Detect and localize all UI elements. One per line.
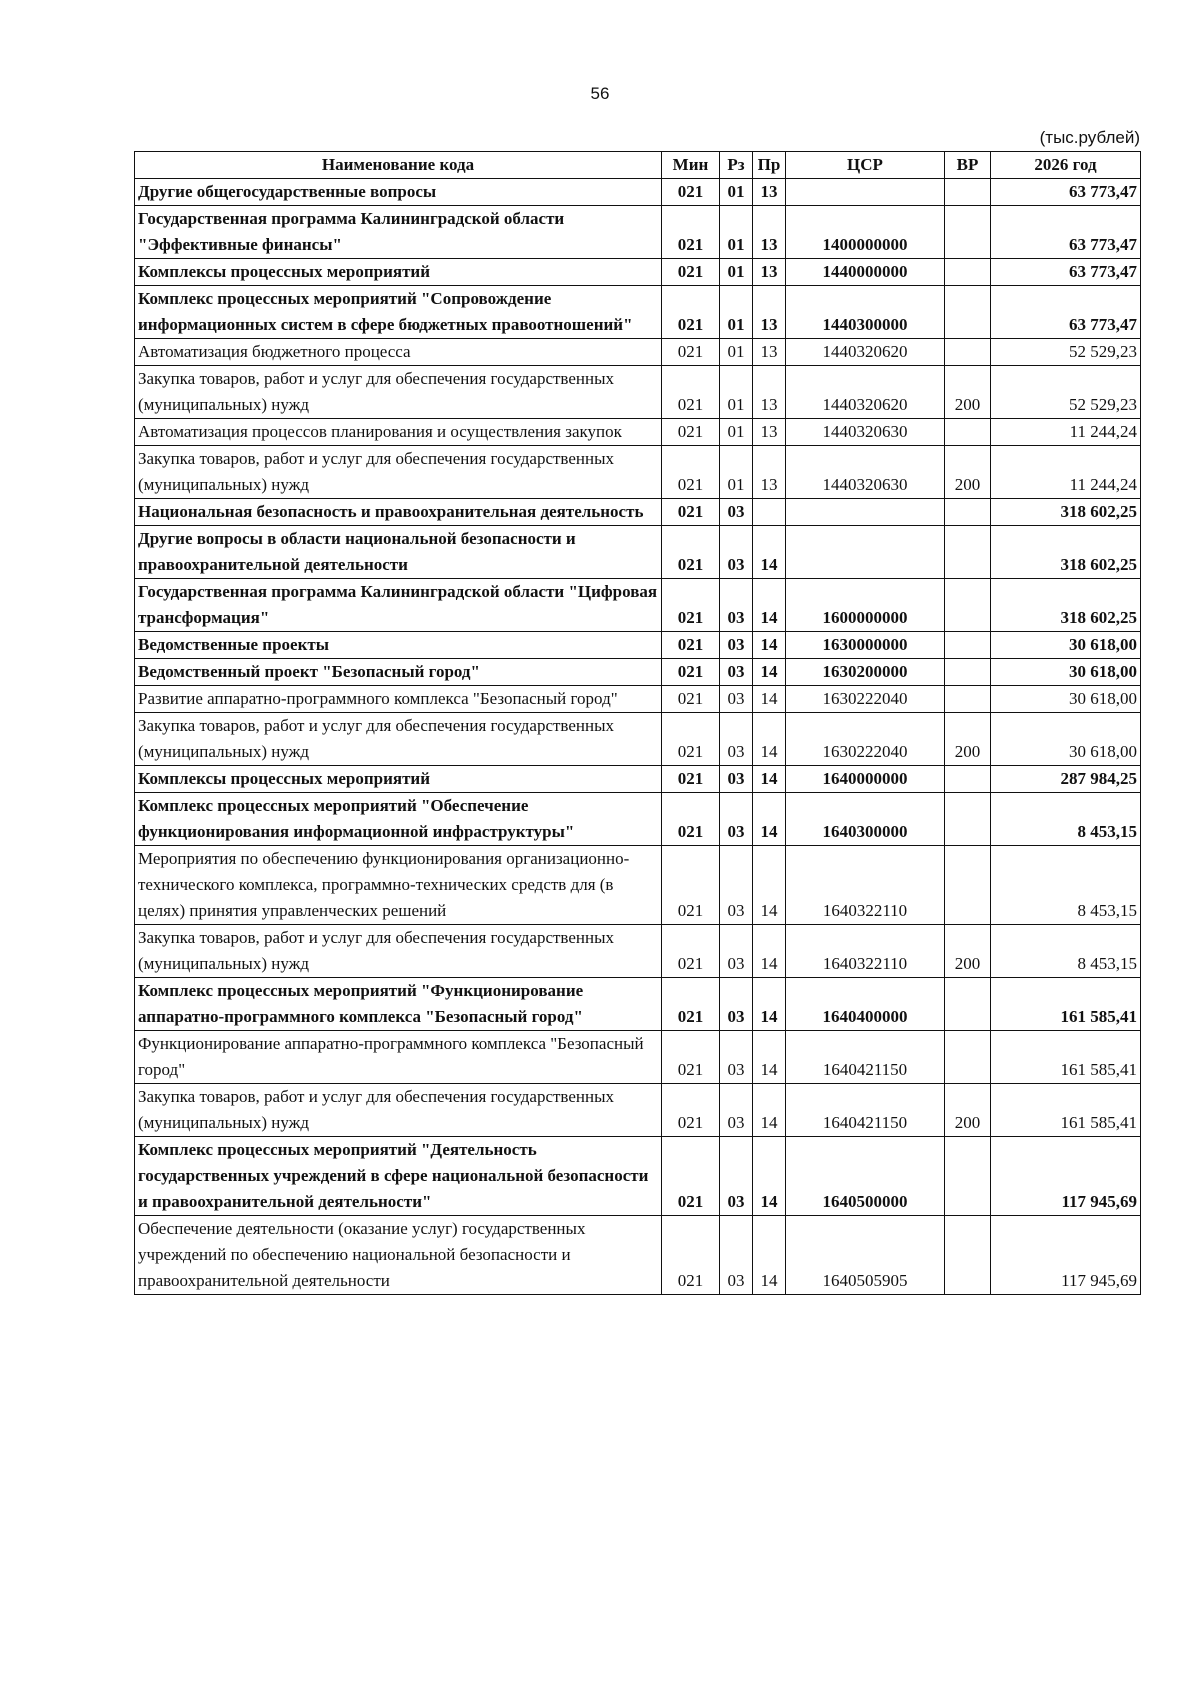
cell-name: Национальная безопасность и правоохранительная деятельность <box>135 499 662 526</box>
cell-name: Комплексы процессных мероприятий <box>135 766 662 793</box>
cell-amount: 8 453,15 <box>991 793 1141 846</box>
cell-min: 021 <box>662 846 720 925</box>
cell-vr <box>945 632 991 659</box>
page-number: 56 <box>590 84 610 103</box>
cell-pr <box>753 499 786 526</box>
cell-pr: 14 <box>753 526 786 579</box>
cell-vr <box>945 579 991 632</box>
cell-min: 021 <box>662 793 720 846</box>
cell-pr: 13 <box>753 179 786 206</box>
cell-vr <box>945 1216 991 1295</box>
cell-amount: 11 244,24 <box>991 446 1141 499</box>
cell-csr: 1630000000 <box>786 632 945 659</box>
table-row <box>135 1084 1141 1137</box>
cell-rz: 03 <box>720 846 753 925</box>
cell-vr <box>945 419 991 446</box>
cell-csr: 1640400000 <box>786 978 945 1031</box>
cell-rz: 03 <box>720 713 753 766</box>
header-vr: ВР <box>945 152 991 179</box>
table-row <box>135 286 1141 339</box>
cell-amount: 318 602,25 <box>991 526 1141 579</box>
cell-name: Государственная программа Калининградской области "Цифровая трансформация" <box>135 579 662 632</box>
cell-amount: 52 529,23 <box>991 339 1141 366</box>
cell-rz: 03 <box>720 1216 753 1295</box>
cell-name: Автоматизация бюджетного процесса <box>135 339 662 366</box>
cell-pr: 14 <box>753 1031 786 1084</box>
cell-vr <box>945 659 991 686</box>
cell-min: 021 <box>662 766 720 793</box>
table-header-row <box>135 152 1141 179</box>
cell-pr: 14 <box>753 686 786 713</box>
cell-pr: 13 <box>753 206 786 259</box>
table-row <box>135 978 1141 1031</box>
cell-name: Закупка товаров, работ и услуг для обеспечения государственных (муниципальных) нужд <box>135 713 662 766</box>
cell-name: Ведомственные проекты <box>135 632 662 659</box>
cell-pr: 14 <box>753 846 786 925</box>
cell-rz: 01 <box>720 206 753 259</box>
cell-amount: 161 585,41 <box>991 978 1141 1031</box>
cell-csr: 1440300000 <box>786 286 945 339</box>
cell-csr: 1630222040 <box>786 686 945 713</box>
cell-csr: 1440000000 <box>786 259 945 286</box>
table-row <box>135 206 1141 259</box>
cell-vr <box>945 179 991 206</box>
cell-vr <box>945 793 991 846</box>
cell-min: 021 <box>662 526 720 579</box>
table-row <box>135 1137 1141 1216</box>
table-row <box>135 526 1141 579</box>
cell-rz: 01 <box>720 286 753 339</box>
cell-rz: 03 <box>720 579 753 632</box>
table-row <box>135 179 1141 206</box>
cell-name: Функционирование аппаратно-программного комплекса "Безопасный город" <box>135 1031 662 1084</box>
cell-name: Другие общегосударственные вопросы <box>135 179 662 206</box>
cell-pr: 14 <box>753 1137 786 1216</box>
cell-pr: 14 <box>753 1084 786 1137</box>
cell-csr: 1640322110 <box>786 925 945 978</box>
cell-vr <box>945 259 991 286</box>
cell-amount: 30 618,00 <box>991 659 1141 686</box>
cell-amount: 52 529,23 <box>991 366 1141 419</box>
cell-pr: 13 <box>753 259 786 286</box>
cell-rz: 03 <box>720 659 753 686</box>
cell-min: 021 <box>662 925 720 978</box>
table-row <box>135 366 1141 419</box>
cell-rz: 03 <box>720 766 753 793</box>
cell-amount: 161 585,41 <box>991 1031 1141 1084</box>
cell-vr <box>945 286 991 339</box>
cell-rz: 01 <box>720 339 753 366</box>
cell-rz: 01 <box>720 259 753 286</box>
cell-name: Развитие аппаратно-программного комплекса "Безопасный город" <box>135 686 662 713</box>
cell-min: 021 <box>662 499 720 526</box>
cell-amount: 117 945,69 <box>991 1137 1141 1216</box>
cell-name: Другие вопросы в области национальной безопасности и правоохранительной деятельности <box>135 526 662 579</box>
table-row <box>135 419 1141 446</box>
cell-name: Обеспечение деятельности (оказание услуг) государственных учреждений по обеспечению национальной безопасности и правоохранительной деятельности <box>135 1216 662 1295</box>
header-csr: ЦСР <box>786 152 945 179</box>
cell-min: 021 <box>662 713 720 766</box>
cell-min: 021 <box>662 339 720 366</box>
cell-rz: 03 <box>720 1031 753 1084</box>
cell-name: Закупка товаров, работ и услуг для обеспечения государственных (муниципальных) нужд <box>135 446 662 499</box>
cell-amount: 318 602,25 <box>991 499 1141 526</box>
cell-pr: 14 <box>753 925 786 978</box>
cell-min: 021 <box>662 978 720 1031</box>
cell-name: Закупка товаров, работ и услуг для обеспечения государственных (муниципальных) нужд <box>135 1084 662 1137</box>
cell-csr: 1440320620 <box>786 339 945 366</box>
cell-rz: 01 <box>720 446 753 499</box>
cell-pr: 13 <box>753 286 786 339</box>
cell-pr: 13 <box>753 366 786 419</box>
cell-rz: 03 <box>720 632 753 659</box>
cell-rz: 01 <box>720 179 753 206</box>
cell-pr: 14 <box>753 659 786 686</box>
cell-min: 021 <box>662 1216 720 1295</box>
table-row <box>135 259 1141 286</box>
table-row <box>135 339 1141 366</box>
cell-rz: 03 <box>720 1084 753 1137</box>
cell-rz: 03 <box>720 499 753 526</box>
cell-min: 021 <box>662 1084 720 1137</box>
cell-amount: 161 585,41 <box>991 1084 1141 1137</box>
cell-min: 021 <box>662 686 720 713</box>
cell-vr: 200 <box>945 925 991 978</box>
cell-name: Комплекс процессных мероприятий "Деятельность государственных учреждений в сфере национальной безопасности и правоохранительной деятельности" <box>135 1137 662 1216</box>
cell-pr: 14 <box>753 766 786 793</box>
cell-amount: 63 773,47 <box>991 259 1141 286</box>
cell-amount: 63 773,47 <box>991 286 1141 339</box>
cell-name: Ведомственный проект "Безопасный город" <box>135 659 662 686</box>
cell-vr: 200 <box>945 713 991 766</box>
cell-csr: 1440320630 <box>786 446 945 499</box>
cell-pr: 14 <box>753 1216 786 1295</box>
cell-vr <box>945 1031 991 1084</box>
cell-min: 021 <box>662 419 720 446</box>
cell-rz: 01 <box>720 419 753 446</box>
cell-min: 021 <box>662 179 720 206</box>
cell-rz: 03 <box>720 793 753 846</box>
cell-name: Комплекс процессных мероприятий "Обеспечение функционирования информационной инфраструктуры" <box>135 793 662 846</box>
cell-rz: 03 <box>720 1137 753 1216</box>
cell-amount: 63 773,47 <box>991 179 1141 206</box>
cell-rz: 03 <box>720 978 753 1031</box>
cell-csr: 1630200000 <box>786 659 945 686</box>
cell-amount: 30 618,00 <box>991 713 1141 766</box>
units-label: (тыс.рублей) <box>1039 128 1140 147</box>
cell-csr: 1640322110 <box>786 846 945 925</box>
cell-amount: 63 773,47 <box>991 206 1141 259</box>
cell-csr: 1440320630 <box>786 419 945 446</box>
header-rz: Рз <box>720 152 753 179</box>
table-row <box>135 766 1141 793</box>
cell-pr: 14 <box>753 713 786 766</box>
cell-csr: 1600000000 <box>786 579 945 632</box>
cell-min: 021 <box>662 1031 720 1084</box>
cell-vr <box>945 1137 991 1216</box>
table-row <box>135 632 1141 659</box>
cell-pr: 13 <box>753 419 786 446</box>
header-name: Наименование кода <box>135 152 662 179</box>
cell-vr <box>945 846 991 925</box>
header-min: Мин <box>662 152 720 179</box>
cell-csr: 1640000000 <box>786 766 945 793</box>
cell-pr: 13 <box>753 339 786 366</box>
table-row <box>135 446 1141 499</box>
cell-name: Мероприятия по обеспечению функционирования организационно-технического комплекса, программно-технических средств для (в целях) принятия управленческих решений <box>135 846 662 925</box>
cell-min: 021 <box>662 366 720 419</box>
cell-rz: 01 <box>720 366 753 419</box>
cell-csr: 1640421150 <box>786 1031 945 1084</box>
cell-vr <box>945 686 991 713</box>
cell-name: Закупка товаров, работ и услуг для обеспечения государственных (муниципальных) нужд <box>135 366 662 419</box>
cell-csr: 1630222040 <box>786 713 945 766</box>
cell-name: Комплекс процессных мероприятий "Функционирование аппаратно-программного комплекса "Безопасный город" <box>135 978 662 1031</box>
cell-min: 021 <box>662 206 720 259</box>
table-row <box>135 1216 1141 1295</box>
cell-min: 021 <box>662 659 720 686</box>
cell-vr <box>945 499 991 526</box>
cell-rz: 03 <box>720 686 753 713</box>
cell-min: 021 <box>662 1137 720 1216</box>
cell-amount: 11 244,24 <box>991 419 1141 446</box>
table-row <box>135 659 1141 686</box>
cell-name: Государственная программа Калининградской области "Эффективные финансы" <box>135 206 662 259</box>
cell-min: 021 <box>662 632 720 659</box>
cell-min: 021 <box>662 579 720 632</box>
cell-vr: 200 <box>945 1084 991 1137</box>
cell-pr: 14 <box>753 793 786 846</box>
cell-csr <box>786 526 945 579</box>
cell-min: 021 <box>662 259 720 286</box>
table-row <box>135 579 1141 632</box>
table-row <box>135 793 1141 846</box>
cell-pr: 13 <box>753 446 786 499</box>
cell-csr <box>786 179 945 206</box>
table-row <box>135 713 1141 766</box>
cell-min: 021 <box>662 446 720 499</box>
cell-name: Автоматизация процессов планирования и осуществления закупок <box>135 419 662 446</box>
cell-name: Комплекс процессных мероприятий "Сопровождение информационных систем в сфере бюджетных правоотношений" <box>135 286 662 339</box>
cell-pr: 14 <box>753 579 786 632</box>
table-row <box>135 846 1141 925</box>
cell-csr: 1640500000 <box>786 1137 945 1216</box>
table-row <box>135 686 1141 713</box>
cell-amount: 287 984,25 <box>991 766 1141 793</box>
cell-amount: 8 453,15 <box>991 925 1141 978</box>
cell-vr: 200 <box>945 446 991 499</box>
cell-csr <box>786 499 945 526</box>
cell-rz: 03 <box>720 925 753 978</box>
cell-vr: 200 <box>945 366 991 419</box>
budget-table <box>134 151 1141 1295</box>
cell-amount: 8 453,15 <box>991 846 1141 925</box>
cell-csr: 1640300000 <box>786 793 945 846</box>
cell-csr: 1640421150 <box>786 1084 945 1137</box>
cell-vr <box>945 339 991 366</box>
cell-name: Закупка товаров, работ и услуг для обеспечения государственных (муниципальных) нужд <box>135 925 662 978</box>
header-pr: Пр <box>753 152 786 179</box>
cell-min: 021 <box>662 286 720 339</box>
cell-csr: 1640505905 <box>786 1216 945 1295</box>
header-year: 2026 год <box>991 152 1141 179</box>
cell-pr: 14 <box>753 978 786 1031</box>
cell-rz: 03 <box>720 526 753 579</box>
table-row <box>135 925 1141 978</box>
cell-amount: 30 618,00 <box>991 632 1141 659</box>
cell-csr: 1400000000 <box>786 206 945 259</box>
cell-name: Комплексы процессных мероприятий <box>135 259 662 286</box>
cell-amount: 318 602,25 <box>991 579 1141 632</box>
table-row <box>135 1031 1141 1084</box>
cell-vr <box>945 766 991 793</box>
cell-vr <box>945 206 991 259</box>
cell-amount: 117 945,69 <box>991 1216 1141 1295</box>
cell-amount: 30 618,00 <box>991 686 1141 713</box>
cell-vr <box>945 526 991 579</box>
cell-csr: 1440320620 <box>786 366 945 419</box>
table-row <box>135 499 1141 526</box>
cell-pr: 14 <box>753 632 786 659</box>
cell-vr <box>945 978 991 1031</box>
